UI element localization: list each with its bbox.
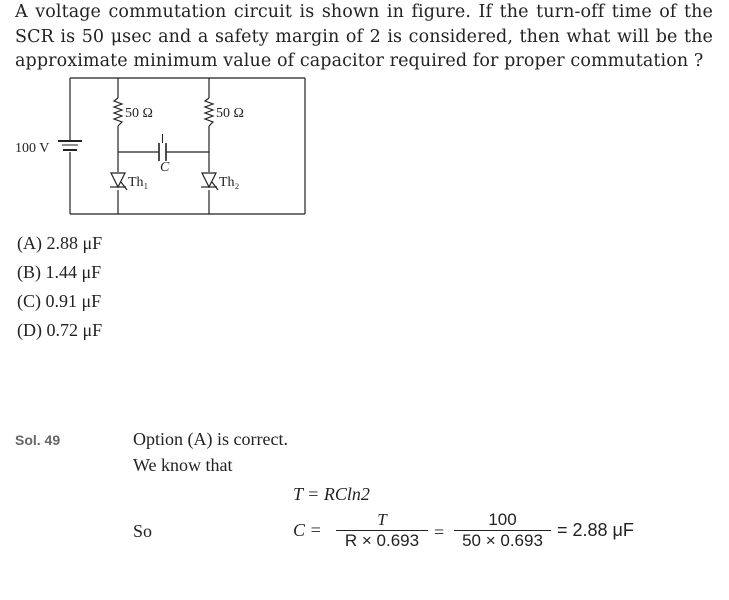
c-prefix: C = [293,520,322,540]
solution-line-2: We know that [133,455,233,475]
fraction-2 [454,511,551,550]
capacitor-symbol [159,143,166,161]
thyristor-2-label: Th₂ [219,175,240,190]
option-d: (D) 0.72 μF [17,320,103,340]
fraction-1-denominator: R × 0.693 [344,531,420,550]
battery-symbol [58,141,82,150]
fraction-2-denominator: 50 × 0.693 [462,531,543,550]
fraction-1-numerator: T [377,510,387,529]
thyristor-1 [110,173,127,190]
resistor-1 [114,98,122,126]
fraction-1 [336,511,428,550]
solution-line-1: Option (A) is correct. [133,429,288,449]
option-b: (B) 1.44 μF [17,262,102,282]
source-label: 100 V [15,141,50,156]
resistor-2 [205,98,213,126]
thyristor-2 [201,173,218,190]
capacitor-label: C [160,160,170,175]
solution-number: Sol. 49 [15,432,61,448]
equation-1: T = RCln2 [293,484,370,504]
resistor-1-label: 50 Ω [125,106,153,121]
question-text: A voltage commutation circuit is shown in figure. If the turn-off time of the SCR is 50 μsec and a safety margin of 2 is considered, then what will be the approximate minimum value of capacitor required for proper commutation ? [15,2,713,71]
so-label: So [133,521,153,541]
fraction-2-numerator: 100 [488,510,517,529]
circuit-wires [70,78,305,214]
option-a: (A) 2.88 μF [17,233,103,253]
option-c: (C) 0.91 μF [17,291,102,311]
thyristor-1-label: Th₁ [128,175,149,190]
resistor-2-label: 50 Ω [216,106,244,121]
result-value: = 2.88 μF [557,520,634,540]
equals-sign: = [434,522,445,542]
